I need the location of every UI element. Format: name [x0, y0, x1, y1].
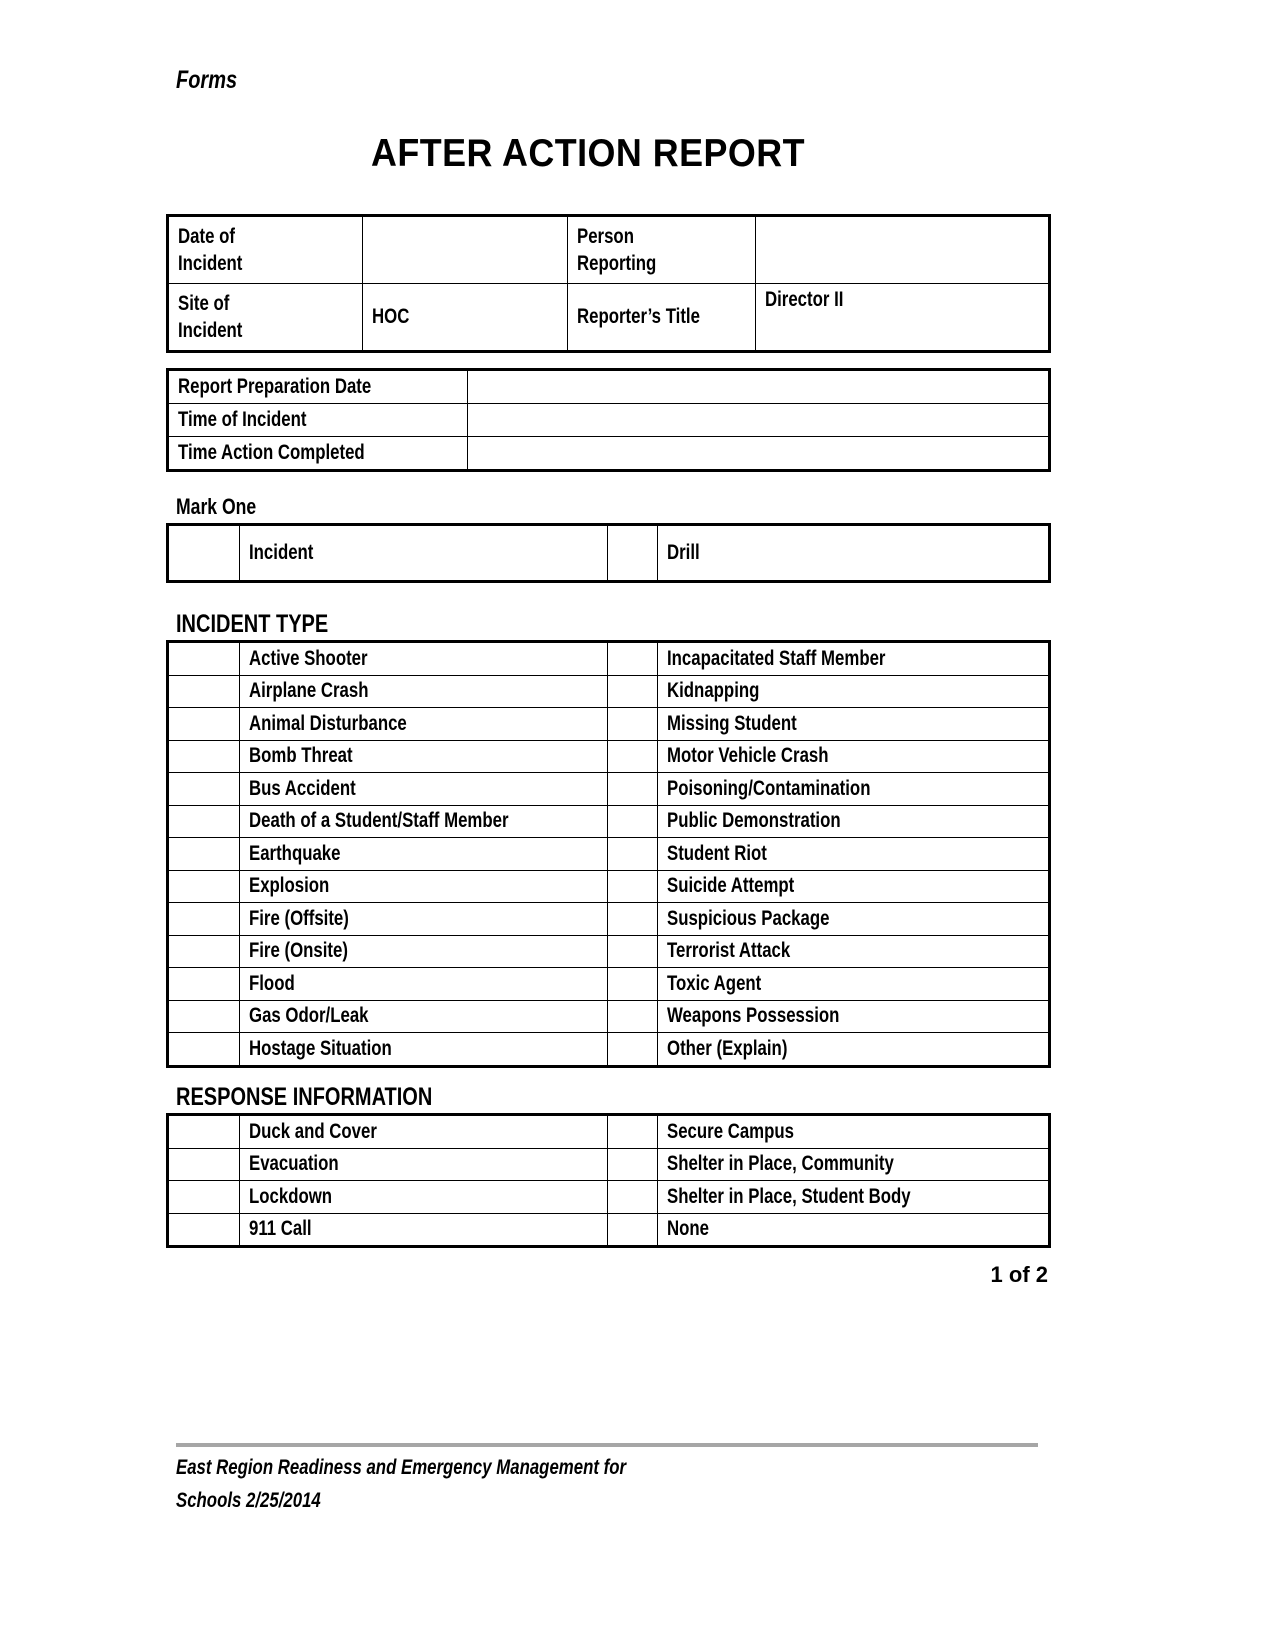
- time-action-completed-label: Time Action Completed: [168, 437, 468, 471]
- mark-one-table: [166, 523, 1051, 583]
- table-row: [168, 216, 1050, 284]
- incident-type-left-checkbox[interactable]: [168, 805, 240, 838]
- incident-type-left-checkbox[interactable]: [168, 740, 240, 773]
- incident-type-left-checkbox[interactable]: [168, 773, 240, 806]
- incident-type-right-checkbox[interactable]: [608, 805, 658, 838]
- time-of-incident-field[interactable]: [468, 404, 1050, 437]
- incident-type-table: [166, 640, 1051, 1068]
- response-information-right-checkbox[interactable]: [608, 1181, 658, 1214]
- incident-type-left-label: Fire (Onsite): [240, 935, 608, 968]
- incident-type-right-label: Weapons Possession: [658, 1000, 1050, 1033]
- incident-type-left-label: Bus Accident: [240, 773, 608, 806]
- reporter-title-field[interactable]: Director II: [756, 284, 1050, 352]
- incident-type-right-label: Missing Student: [658, 708, 1050, 741]
- incident-type-left-label: Earthquake: [240, 838, 608, 871]
- time-of-incident-label: Time of Incident: [168, 404, 468, 437]
- table-row: [168, 1213, 1050, 1247]
- footer-line-2: Schools 2/25/2014: [176, 1488, 321, 1512]
- incident-type-left-label: Fire (Offsite): [240, 903, 608, 936]
- incident-type-right-checkbox[interactable]: [608, 838, 658, 871]
- incident-type-right-checkbox[interactable]: [608, 968, 658, 1001]
- table-row: [168, 284, 1050, 352]
- incident-type-right-label: Toxic Agent: [658, 968, 1050, 1001]
- incident-type-rows: [168, 642, 1050, 1067]
- incident-type-left-checkbox[interactable]: [168, 935, 240, 968]
- table-row: [168, 675, 1050, 708]
- incident-type-right-checkbox[interactable]: [608, 773, 658, 806]
- page-title: [166, 132, 1048, 176]
- site-of-incident-label: Site of Incident: [168, 284, 363, 352]
- forms-label: [176, 66, 252, 95]
- response-information-left-label: Lockdown: [240, 1181, 608, 1214]
- time-action-completed-field[interactable]: [468, 437, 1050, 471]
- response-information-left-label: 911 Call: [240, 1213, 608, 1247]
- mark-one-incident-label: Incident: [240, 525, 608, 582]
- response-information-right-checkbox[interactable]: [608, 1148, 658, 1181]
- page-title-text: AFTER ACTION REPORT: [371, 132, 806, 175]
- footer: [176, 1452, 1046, 1517]
- incident-type-left-checkbox[interactable]: [168, 675, 240, 708]
- report-preparation-date-label: Report Preparation Date: [168, 370, 468, 404]
- incident-type-right-checkbox[interactable]: [608, 1000, 658, 1033]
- response-information-right-label: None: [658, 1213, 1050, 1247]
- mark-one-drill-label: Drill: [658, 525, 1050, 582]
- incident-type-left-checkbox[interactable]: [168, 1033, 240, 1067]
- site-of-incident-field[interactable]: HOC: [363, 284, 568, 352]
- incident-type-right-checkbox[interactable]: [608, 675, 658, 708]
- incident-type-left-checkbox[interactable]: [168, 642, 240, 676]
- table-row: [168, 870, 1050, 903]
- table-row: [168, 437, 1050, 471]
- incident-type-right-label: Motor Vehicle Crash: [658, 740, 1050, 773]
- incident-type-right-label: Other (Explain): [658, 1033, 1050, 1067]
- reporter-title-label: Reporter’s Title: [568, 284, 756, 352]
- incident-type-right-label: Poisoning/Contamination: [658, 773, 1050, 806]
- incident-type-left-checkbox[interactable]: [168, 838, 240, 871]
- mark-one-incident-checkbox[interactable]: [168, 525, 240, 582]
- table-row: [168, 642, 1050, 676]
- incident-type-right-checkbox[interactable]: [608, 1033, 658, 1067]
- incident-type-left-label: Gas Odor/Leak: [240, 1000, 608, 1033]
- mark-one-label: Mark One: [176, 494, 257, 519]
- incident-type-left-label: Animal Disturbance: [240, 708, 608, 741]
- table-row: [168, 1000, 1050, 1033]
- table-row: [168, 935, 1050, 968]
- incident-type-left-label: Explosion: [240, 870, 608, 903]
- date-of-incident-field[interactable]: [363, 216, 568, 284]
- response-information-right-label: Secure Campus: [658, 1115, 1050, 1149]
- table-row: [168, 404, 1050, 437]
- incident-type-left-checkbox[interactable]: [168, 968, 240, 1001]
- incident-type-left-label: Active Shooter: [240, 642, 608, 676]
- identity-table: [166, 214, 1051, 353]
- response-information-table: [166, 1113, 1051, 1248]
- incident-type-left-label: Airplane Crash: [240, 675, 608, 708]
- response-information-right-label: Shelter in Place, Community: [658, 1148, 1050, 1181]
- incident-type-right-checkbox[interactable]: [608, 740, 658, 773]
- response-information-left-checkbox[interactable]: [168, 1181, 240, 1214]
- incident-type-label: INCIDENT TYPE: [176, 610, 329, 638]
- response-information-left-checkbox[interactable]: [168, 1148, 240, 1181]
- table-row: [168, 1115, 1050, 1149]
- incident-type-right-checkbox[interactable]: [608, 708, 658, 741]
- incident-type-right-label: Incapacitated Staff Member: [658, 642, 1050, 676]
- table-row: [168, 1033, 1050, 1067]
- table-row: [168, 805, 1050, 838]
- incident-type-left-checkbox[interactable]: [168, 903, 240, 936]
- incident-type-left-label: Bomb Threat: [240, 740, 608, 773]
- person-reporting-field[interactable]: [756, 216, 1050, 284]
- forms-label-text: Forms: [176, 66, 238, 94]
- incident-type-left-checkbox[interactable]: [168, 870, 240, 903]
- incident-type-right-checkbox[interactable]: [608, 870, 658, 903]
- table-row: [168, 838, 1050, 871]
- response-information-rows: [168, 1115, 1050, 1247]
- incident-type-left-checkbox[interactable]: [168, 1000, 240, 1033]
- response-information-left-checkbox[interactable]: [168, 1213, 240, 1247]
- response-information-right-label: Shelter in Place, Student Body: [658, 1181, 1050, 1214]
- incident-type-right-checkbox[interactable]: [608, 935, 658, 968]
- mark-one-drill-checkbox[interactable]: [608, 525, 658, 582]
- incident-type-right-label: Suspicious Package: [658, 903, 1050, 936]
- page-number: 1 of 2: [990, 1262, 1048, 1287]
- footer-line-1: East Region Readiness and Emergency Management for: [176, 1456, 626, 1479]
- times-table: [166, 368, 1051, 472]
- incident-type-right-checkbox[interactable]: [608, 642, 658, 676]
- table-row: [168, 773, 1050, 806]
- incident-type-right-label: Kidnapping: [658, 675, 1050, 708]
- date-of-incident-label: Date of Incident: [168, 216, 363, 284]
- person-reporting-label: Person Reporting: [568, 216, 756, 284]
- table-row: [168, 708, 1050, 741]
- footer-divider: [176, 1443, 1038, 1447]
- incident-type-right-label: Terrorist Attack: [658, 935, 1050, 968]
- response-information-left-label: Evacuation: [240, 1148, 608, 1181]
- incident-type-left-label: Flood: [240, 968, 608, 1001]
- table-row: [168, 903, 1050, 936]
- table-row: [168, 968, 1050, 1001]
- incident-type-left-checkbox[interactable]: [168, 708, 240, 741]
- incident-type-right-label: Suicide Attempt: [658, 870, 1050, 903]
- report-preparation-date-field[interactable]: [468, 370, 1050, 404]
- response-information-right-checkbox[interactable]: [608, 1115, 658, 1149]
- incident-type-left-label: Death of a Student/Staff Member: [240, 805, 608, 838]
- table-row: [168, 370, 1050, 404]
- response-information-right-checkbox[interactable]: [608, 1213, 658, 1247]
- response-information-left-label: Duck and Cover: [240, 1115, 608, 1149]
- table-row: [168, 740, 1050, 773]
- table-row: [168, 1148, 1050, 1181]
- incident-type-right-checkbox[interactable]: [608, 903, 658, 936]
- table-row: [168, 525, 1050, 582]
- incident-type-right-label: Public Demonstration: [658, 805, 1050, 838]
- table-row: [168, 1181, 1050, 1214]
- response-information-label: RESPONSE INFORMATION: [176, 1083, 433, 1111]
- incident-type-right-label: Student Riot: [658, 838, 1050, 871]
- response-information-left-checkbox[interactable]: [168, 1115, 240, 1149]
- incident-type-left-label: Hostage Situation: [240, 1033, 608, 1067]
